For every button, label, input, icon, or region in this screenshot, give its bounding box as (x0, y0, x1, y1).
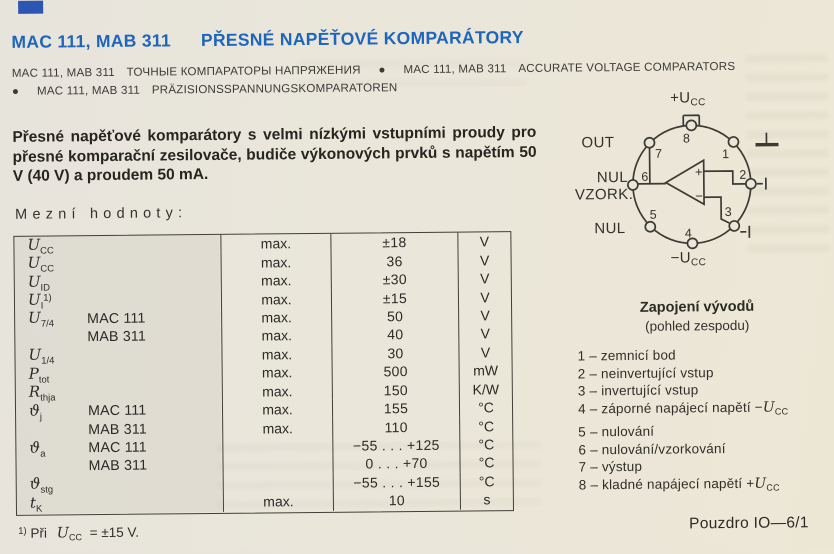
subtitle-multilang-1: MAC 111, MAB 311 ТОЧНЫЕ КОМПАРАТОРЫ НАПРЯЖЕНИЯ ● MAC 111, MAB 311 ACCURATE VOLTAGE COMPARATORS (12, 60, 736, 80)
cell-max (222, 455, 332, 474)
cell-value: ±15 (331, 288, 458, 308)
quantity-symbol-group (30, 467, 89, 468)
device-name: MAB 311 (88, 458, 147, 475)
pin-description (578, 399, 788, 424)
quantity-subscript: tot (39, 374, 50, 385)
voltage-subscript: CC (766, 482, 780, 492)
quantity-subscript: K (36, 503, 42, 514)
pinout-diagram (556, 84, 834, 302)
cell-unit: mW (459, 361, 512, 380)
voltage-subscript: CC (775, 407, 789, 417)
device-name: MAB 311 (87, 329, 146, 346)
quantity-symbol-group (29, 438, 88, 460)
title-text: PŘESNÉ NAPĚŤOVÉ KOMPARÁTORY (201, 27, 524, 51)
cell-max: max. (220, 234, 330, 253)
cell-max: max. (222, 381, 332, 400)
footnote-symbol: U (57, 525, 69, 541)
cell-max: max. (222, 363, 332, 382)
cell-value: −55 . . . +155 (333, 472, 460, 492)
footnote-subscript: CC (69, 532, 82, 542)
quantity-subscript: I (41, 301, 44, 312)
pin-number-1: 1 (722, 147, 729, 161)
cell-value: ±30 (331, 269, 458, 289)
pin-number-6: 6 (641, 170, 648, 184)
cell-symbol (17, 475, 223, 495)
pin-8-circle (686, 120, 696, 130)
cell-value: 50 (331, 306, 458, 326)
footnote (18, 525, 139, 543)
quantity-symbol-group (28, 309, 87, 331)
input-signal-symbol-pin3 (740, 226, 749, 238)
quantity-symbol: U (28, 272, 41, 290)
pin-label: 2 – neinvertující vstup (578, 365, 714, 381)
limits-table (13, 231, 514, 516)
pin-number-8: 8 (683, 131, 690, 145)
device-name: MAB 311 (88, 421, 147, 438)
cell-symbol (16, 419, 222, 439)
title-models: MAC 111, MAB 311 (11, 30, 171, 53)
ucc-plus-sub: CC (690, 97, 705, 108)
out-label: OUT (581, 134, 614, 151)
device-name: MAC 111 (88, 440, 147, 457)
cell-unit: V (458, 306, 511, 325)
page-tab-marker (18, 1, 43, 14)
cell-symbol (16, 456, 222, 476)
quantity-subscript: 7/4 (41, 319, 54, 330)
quantity-subscript: 1/4 (41, 356, 54, 367)
cell-max: max. (221, 344, 331, 363)
pin-label: 4 – záporné napájecí napětí − (578, 400, 763, 417)
quantity-superscript: 1) (43, 293, 52, 304)
quantity-symbol-group (29, 401, 88, 423)
cell-max: max. (222, 418, 332, 437)
cell-value: 150 (332, 380, 459, 400)
pin-7-circle (644, 138, 654, 148)
pin-description (578, 439, 788, 459)
cell-max: max. (221, 271, 331, 290)
voltage-symbol: U (754, 476, 766, 492)
pin-number-3: 3 (725, 205, 732, 219)
cell-max: max. (221, 289, 331, 308)
cell-symbol (15, 290, 221, 310)
pin-3-circle (729, 221, 739, 231)
device-name: MAC 111 (88, 403, 147, 420)
input-signal-symbol-pin2 (757, 178, 766, 190)
quantity-symbol-group (28, 338, 87, 339)
quantity-subscript: j (40, 411, 42, 422)
pinout-heading: Zapojení vývodů (560, 298, 834, 317)
quantity-symbol: U (27, 235, 40, 253)
cell-unit: °C (459, 416, 512, 435)
cell-unit: V (458, 324, 511, 343)
quantity-symbol: t (30, 494, 36, 512)
table-row (17, 490, 513, 513)
cell-value: −55 . . . +125 (332, 435, 459, 455)
cell-symbol (16, 438, 222, 458)
pin-1-circle (728, 137, 738, 147)
cell-value: 40 (331, 325, 458, 345)
cell-value: 10 (333, 491, 460, 511)
limits-heading: Mezní hodnoty: (15, 205, 187, 223)
footnote-pre-text: Při (30, 526, 47, 541)
pin-description (579, 457, 789, 477)
nul-upper-label: NUL (597, 169, 628, 186)
quantity-symbol: ϑ (29, 438, 40, 456)
nul-lower-label: NUL (594, 220, 625, 237)
quantity-symbol: ϑ (29, 401, 40, 419)
cell-symbol (15, 346, 221, 366)
footnote-post-text: = ±15 V. (90, 525, 139, 540)
voltage-symbol: U (763, 400, 775, 416)
cell-symbol (15, 253, 221, 273)
cell-value: 155 (332, 399, 459, 419)
quantity-subscript: a (40, 448, 45, 459)
pin-description (578, 421, 788, 441)
quantity-symbol: P (29, 364, 39, 382)
cell-symbol (16, 382, 222, 402)
quantity-subscript: CC (40, 245, 54, 256)
pin-description (577, 345, 787, 365)
description-paragraph: Přesné napěťové komparátory s velmi nízkými vstupními proudy pro přesné komparační zesilovače, budiče výkonových prvků s napětím 50 V (40 V) a proudem 50 mA. (12, 123, 537, 187)
device-name: MAC 111 (87, 311, 146, 328)
cell-value: 110 (332, 417, 459, 437)
quantity-symbol: U (28, 254, 41, 272)
cell-value: 500 (332, 362, 459, 382)
pin-number-4: 4 (685, 226, 692, 240)
quantity-subscript: CC (40, 264, 54, 275)
quantity-symbol: U (28, 291, 41, 309)
cell-max: max. (223, 492, 333, 511)
pin-2-circle (746, 179, 756, 189)
opamp-plus-terminal: + (695, 164, 703, 179)
pin-number-7: 7 (655, 147, 662, 161)
cell-symbol (17, 493, 223, 513)
pin-description-list (577, 345, 789, 499)
quantity-subscript: stg (40, 485, 53, 496)
footnote-marker: 1) (18, 526, 27, 537)
cell-value: 36 (331, 251, 458, 271)
cell-max (222, 437, 332, 456)
pin-5-circle (645, 222, 655, 232)
pinout-subheading: (pohled zespodu) (560, 317, 834, 335)
cell-unit: V (458, 269, 511, 288)
cell-symbol (16, 364, 222, 384)
cell-unit: V (458, 251, 511, 270)
ucc-minus-sub: CC (691, 257, 706, 268)
ucc-minus-label (671, 249, 707, 268)
cell-unit: V (458, 343, 511, 362)
quantity-symbol: U (28, 309, 41, 327)
cell-max: max. (221, 252, 331, 271)
page-title (11, 27, 523, 53)
pin-number-2: 2 (739, 168, 746, 182)
cell-symbol (14, 235, 220, 255)
cell-unit: °C (459, 453, 512, 472)
subtitle-multilang-2: ● MAC 111, MAB 311 PRÄZISIONSSPANNUNGSKOMPARATOREN (12, 81, 398, 98)
cell-max (223, 474, 333, 493)
quantity-symbol: ϑ (30, 475, 41, 493)
opamp-minus-terminal: − (695, 188, 703, 203)
pin-label: 5 – nulování (578, 424, 654, 440)
pin-label: 3 – invertující vstup (578, 383, 699, 399)
cell-symbol (16, 401, 222, 421)
vzork-label: VZORK. (575, 186, 633, 204)
cell-unit: K/W (459, 380, 512, 399)
cell-unit: V (457, 232, 510, 251)
quantity-symbol: R (29, 383, 40, 401)
cell-unit: V (458, 287, 511, 306)
cell-value: ±18 (330, 233, 457, 253)
pin-label: 1 – zemnicí bod (577, 348, 675, 364)
cell-max: max. (222, 400, 332, 419)
ucc-plus-label (670, 89, 706, 108)
cell-unit: °C (460, 472, 513, 491)
quantity-symbol-group (29, 430, 88, 431)
ucc-minus-main: −U (671, 249, 692, 266)
pin-number-5: 5 (650, 208, 657, 222)
cell-symbol (15, 327, 221, 347)
pin-label: 7 – výstup (579, 459, 643, 475)
cell-unit: s (460, 490, 513, 509)
cell-max: max. (221, 326, 331, 345)
cell-unit: °C (459, 398, 512, 417)
pin-description (579, 474, 789, 499)
cell-symbol (15, 272, 221, 292)
cell-symbol (15, 309, 221, 329)
pin-label: 8 – kladné napájecí napětí + (579, 476, 755, 493)
pin-description (578, 381, 788, 401)
cell-value: 0 . . . +70 (332, 454, 459, 474)
cell-max: max. (221, 308, 331, 327)
quantity-symbol-group (30, 493, 89, 515)
pin-description (578, 363, 788, 383)
quantity-symbol: U (28, 346, 41, 364)
cell-value: 30 (331, 343, 458, 363)
cell-unit: °C (459, 435, 512, 454)
quantity-subscript: thja (40, 393, 55, 404)
ucc-plus-main: +U (670, 89, 691, 106)
quantity-subscript: ID (40, 282, 50, 293)
package-name: Pouzdro IO—6/1 (689, 514, 809, 533)
pin-label: 6 – nulování/vzorkování (578, 441, 725, 457)
